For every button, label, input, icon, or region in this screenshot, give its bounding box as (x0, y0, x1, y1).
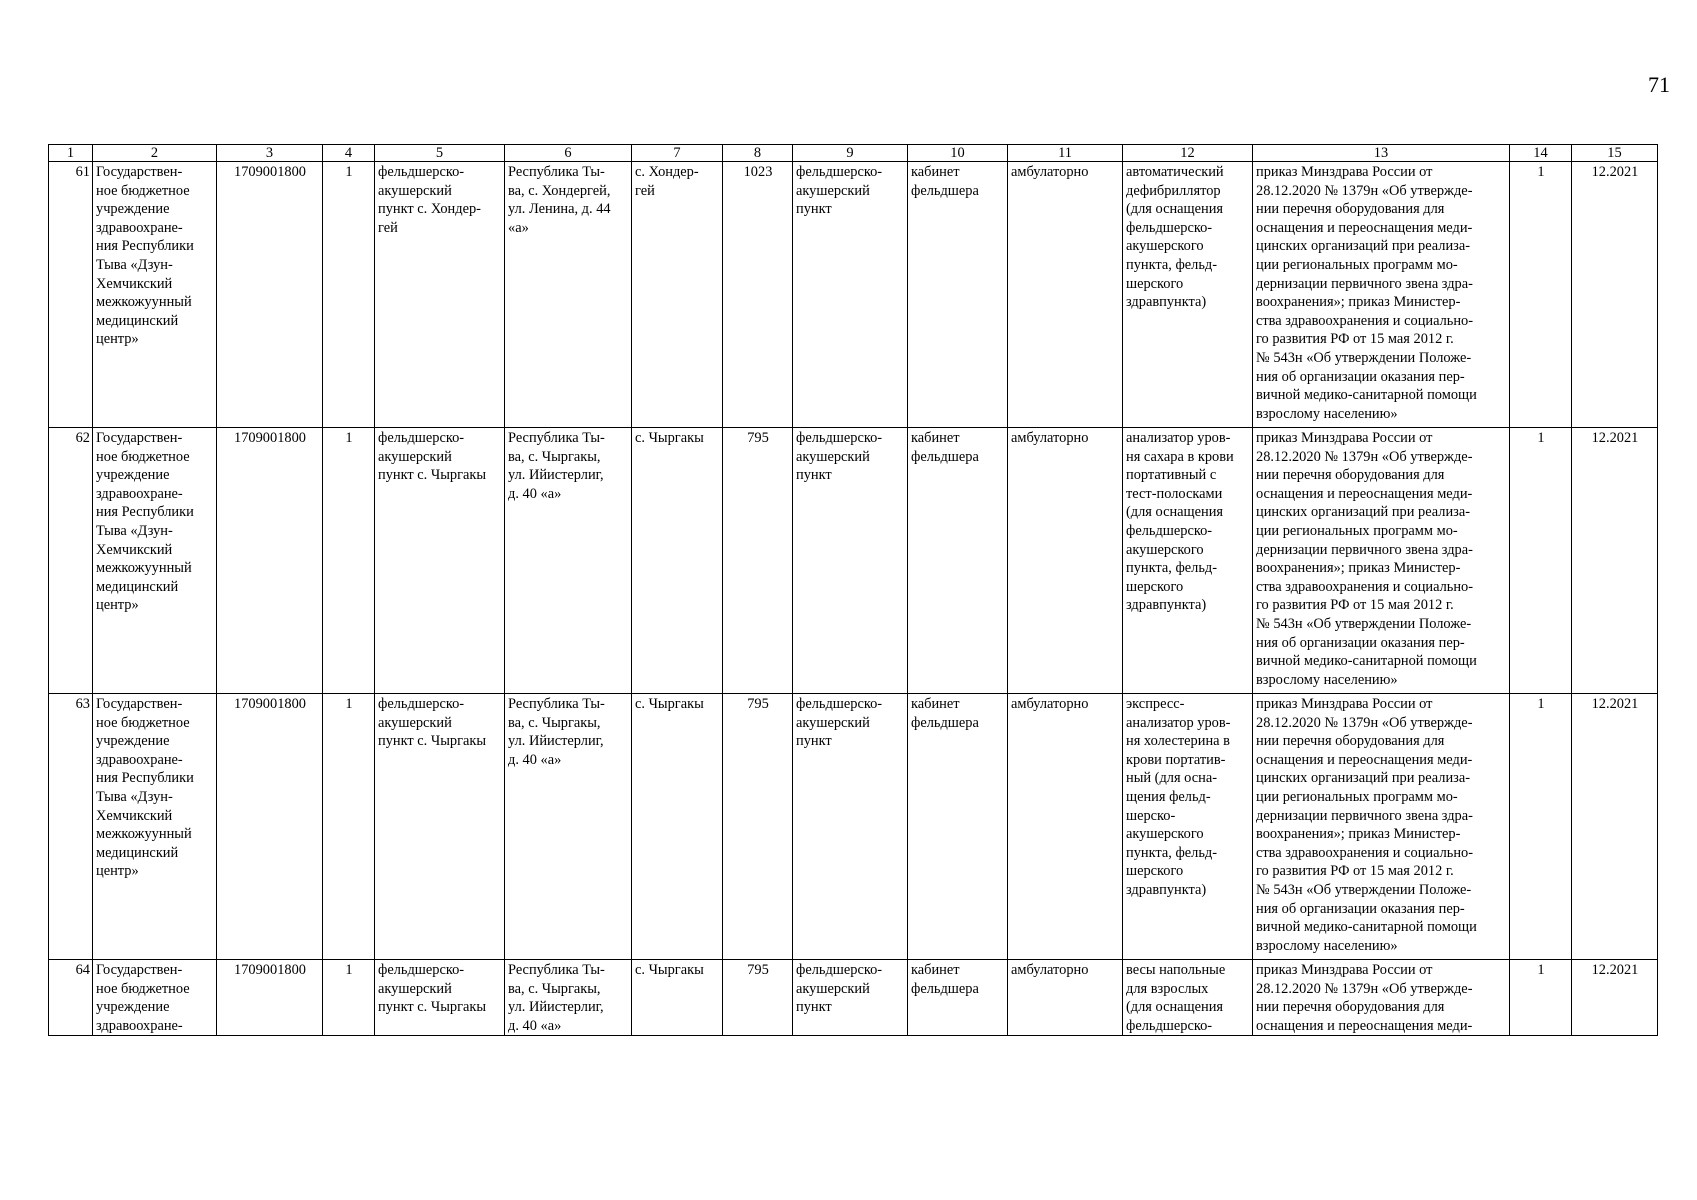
count-cell: 1 (323, 694, 375, 960)
population-cell: 795 (723, 428, 793, 694)
column-header: 2 (93, 145, 217, 162)
equipment-cell: весы напольные для взрослых (для оснащения фельдшерско- (1123, 960, 1253, 1036)
room-cell: кабинет фельдшера (908, 428, 1008, 694)
table-row (49, 694, 1658, 960)
quantity-cell: 1 (1510, 428, 1572, 694)
settlement-cell: с. Чыргакы (632, 428, 723, 694)
facility-cell: фельдшерско- акушерский пункт с. Чыргакы (375, 960, 505, 1036)
population-cell: 795 (723, 960, 793, 1036)
column-number-row (49, 145, 1658, 162)
column-header: 8 (723, 145, 793, 162)
equipment-table (48, 144, 1658, 1036)
care-form-cell: амбулаторно (1008, 960, 1123, 1036)
organization-cell: Государствен- ное бюджетное учреждение здравоохране- ния Республики Тыва «Дзун- Хемчикский межкожуунный медицинский центр» (93, 428, 217, 694)
basis-cell: приказ Минздрава России от 28.12.2020 № 1379н «Об утвержде- нии перечня оборудования для оснащения и переоснащения меди- (1253, 960, 1510, 1036)
column-header: 9 (793, 145, 908, 162)
population-cell: 795 (723, 694, 793, 960)
quantity-cell: 1 (1510, 694, 1572, 960)
care-form-cell: амбулаторно (1008, 162, 1123, 428)
column-header: 12 (1123, 145, 1253, 162)
column-header: 5 (375, 145, 505, 162)
column-header: 4 (323, 145, 375, 162)
row-number: 63 (49, 694, 93, 960)
code-cell: 1709001800 (217, 162, 323, 428)
unit-type-cell: фельдшерско- акушерский пункт (793, 162, 908, 428)
address-cell: Республика Ты- ва, с. Чыргакы, ул. Ийистерлиг, д. 40 «а» (505, 694, 632, 960)
basis-cell: приказ Минздрава России от 28.12.2020 № 1379н «Об утвержде- нии перечня оборудования для оснащения и переоснащения меди- цинских организаций при реализа- ции региональных программ мо- дернизации первичного звена здра- воохранения»; приказ Министер- ства здравоохранения и социально- го развития РФ от 15 мая 2012 г. № 543н «Об утверждении Положе- ния об организации оказания пер- вичной медико-санитарной помощи взрослому населению» (1253, 428, 1510, 694)
room-cell: кабинет фельдшера (908, 960, 1008, 1036)
address-cell: Республика Ты- ва, с. Хондергей, ул. Ленина, д. 44 «а» (505, 162, 632, 428)
organization-cell: Государствен- ное бюджетное учреждение здравоохране- ния Республики Тыва «Дзун- Хемчикский межкожуунный медицинский центр» (93, 694, 217, 960)
date-cell: 12.2021 (1572, 960, 1658, 1036)
equipment-cell: автоматический дефибриллятор (для оснащения фельдшерско- акушерского пункта, фельд- шерского здравпункта) (1123, 162, 1253, 428)
equipment-cell: экспресс- анализатор уров- ня холестерина в крови портатив- ный (для осна- щения фельд- шерско- акушерского пункта, фельд- шерского здравпункта) (1123, 694, 1253, 960)
table-row (49, 960, 1658, 1036)
basis-cell: приказ Минздрава России от 28.12.2020 № 1379н «Об утвержде- нии перечня оборудования для оснащения и переоснащения меди- цинских организаций при реализа- ции региональных программ мо- дернизации первичного звена здра- воохранения»; приказ Министер- ства здравоохранения и социально- го развития РФ от 15 мая 2012 г. № 543н «Об утверждении Положе- ния об организации оказания пер- вичной медико-санитарной помощи взрослому населению» (1253, 162, 1510, 428)
care-form-cell: амбулаторно (1008, 694, 1123, 960)
quantity-cell: 1 (1510, 960, 1572, 1036)
count-cell: 1 (323, 162, 375, 428)
code-cell: 1709001800 (217, 694, 323, 960)
care-form-cell: амбулаторно (1008, 428, 1123, 694)
column-header: 13 (1253, 145, 1510, 162)
address-cell: Республика Ты- ва, с. Чыргакы, ул. Ийистерлиг, д. 40 «а» (505, 428, 632, 694)
row-number: 61 (49, 162, 93, 428)
row-number: 64 (49, 960, 93, 1036)
column-header: 10 (908, 145, 1008, 162)
code-cell: 1709001800 (217, 428, 323, 694)
facility-cell: фельдшерско- акушерский пункт с. Чыргакы (375, 428, 505, 694)
date-cell: 12.2021 (1572, 694, 1658, 960)
equipment-cell: анализатор уров- ня сахара в крови портативный с тест-полосками (для оснащения фельдшерско- акушерского пункта, фельд- шерского здравпункта) (1123, 428, 1253, 694)
room-cell: кабинет фельдшера (908, 162, 1008, 428)
column-header: 11 (1008, 145, 1123, 162)
unit-type-cell: фельдшерско- акушерский пункт (793, 960, 908, 1036)
organization-cell: Государствен- ное бюджетное учреждение здравоохране- ния Республики Тыва «Дзун- Хемчикский межкожуунный медицинский центр» (93, 162, 217, 428)
table-row (49, 428, 1658, 694)
column-header: 14 (1510, 145, 1572, 162)
column-header: 1 (49, 145, 93, 162)
settlement-cell: с. Чыргакы (632, 694, 723, 960)
code-cell: 1709001800 (217, 960, 323, 1036)
table-row (49, 162, 1658, 428)
quantity-cell: 1 (1510, 162, 1572, 428)
unit-type-cell: фельдшерско- акушерский пункт (793, 694, 908, 960)
count-cell: 1 (323, 960, 375, 1036)
basis-cell: приказ Минздрава России от 28.12.2020 № 1379н «Об утвержде- нии перечня оборудования для оснащения и переоснащения меди- цинских организаций при реализа- ции региональных программ мо- дернизации первичного звена здра- воохранения»; приказ Министер- ства здравоохранения и социально- го развития РФ от 15 мая 2012 г. № 543н «Об утверждении Положе- ния об организации оказания пер- вичной медико-санитарной помощи взрослому населению» (1253, 694, 1510, 960)
row-number: 62 (49, 428, 93, 694)
facility-cell: фельдшерско- акушерский пункт с. Чыргакы (375, 694, 505, 960)
population-cell: 1023 (723, 162, 793, 428)
column-header: 15 (1572, 145, 1658, 162)
room-cell: кабинет фельдшера (908, 694, 1008, 960)
facility-cell: фельдшерско- акушерский пункт с. Хондер- гей (375, 162, 505, 428)
date-cell: 12.2021 (1572, 428, 1658, 694)
settlement-cell: с. Чыргакы (632, 960, 723, 1036)
organization-cell: Государствен- ное бюджетное учреждение здравоохране- (93, 960, 217, 1036)
column-header: 3 (217, 145, 323, 162)
count-cell: 1 (323, 428, 375, 694)
settlement-cell: с. Хондер- гей (632, 162, 723, 428)
unit-type-cell: фельдшерско- акушерский пункт (793, 428, 908, 694)
column-header: 7 (632, 145, 723, 162)
column-header: 6 (505, 145, 632, 162)
address-cell: Республика Ты- ва, с. Чыргакы, ул. Ийистерлиг, д. 40 «а» (505, 960, 632, 1036)
page-number: 71 (1648, 72, 1670, 97)
date-cell: 12.2021 (1572, 162, 1658, 428)
